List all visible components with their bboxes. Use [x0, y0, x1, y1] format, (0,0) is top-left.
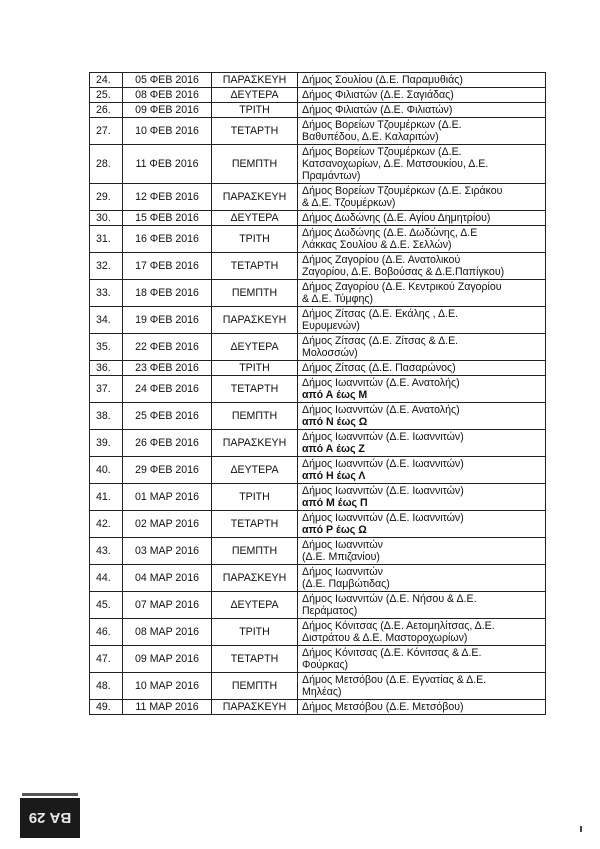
row-municipality	[298, 145, 546, 184]
row-day: ΠΕΜΠΤΗ	[212, 145, 298, 184]
row-date: 01 ΜΑΡ 2016	[123, 484, 212, 511]
municipality-line: Δήμος Φιλιατών (Δ.Ε. Σαγιάδας)	[302, 89, 454, 101]
row-day: ΠΕΜΠΤΗ	[212, 403, 298, 430]
alphabet-range: από Η έως Λ	[302, 470, 366, 482]
row-municipality	[298, 226, 546, 253]
municipality-line: (Δ.Ε. Μπιζανίου)	[302, 551, 380, 563]
row-municipality	[298, 88, 546, 103]
row-day: ΠΕΜΠΤΗ	[212, 673, 298, 700]
alphabet-range: από Ρ έως Ω	[302, 524, 367, 536]
municipality-line: Περάματος)	[302, 605, 358, 617]
row-number: 39.	[90, 430, 123, 457]
table-row	[90, 334, 546, 361]
row-day: ΤΕΤΑΡΤΗ	[212, 646, 298, 673]
row-municipality	[298, 430, 546, 457]
alphabet-range: από Α έως Ζ	[302, 443, 365, 455]
municipality-line: Δήμος Ζίτσας (Δ.Ε. Πασαρώνος)	[302, 362, 456, 374]
table-row	[90, 145, 546, 184]
row-municipality	[298, 403, 546, 430]
municipality-line: & Δ.Ε. Τύμφης)	[302, 293, 374, 305]
municipality-line: Δήμος Κόνιτσας (Δ.Ε. Κόνιτσας & Δ.Ε.	[302, 647, 482, 659]
table-row	[90, 280, 546, 307]
row-date: 24 ΦΕΒ 2016	[123, 376, 212, 403]
row-number: 43.	[90, 538, 123, 565]
row-number: 37.	[90, 376, 123, 403]
municipality-line: Δήμος Μετσόβου (Δ.Ε. Μετσόβου)	[302, 701, 464, 713]
row-number: 25.	[90, 88, 123, 103]
row-date: 08 ΜΑΡ 2016	[123, 619, 212, 646]
municipality-line: Δήμος Σουλίου (Δ.Ε. Παραμυθιάς)	[302, 74, 463, 86]
row-municipality	[298, 592, 546, 619]
municipality-line: Δήμος Ιωαννιτών (Δ.Ε. Νήσου & Δ.Ε.	[302, 593, 477, 605]
row-day: ΔΕΥΤΕΡΑ	[212, 211, 298, 226]
schedule-body	[90, 73, 546, 715]
row-number: 45.	[90, 592, 123, 619]
row-day: ΤΕΤΑΡΤΗ	[212, 511, 298, 538]
municipality-line: & Δ.Ε. Τζουμέρκων)	[302, 197, 396, 209]
row-municipality	[298, 673, 546, 700]
row-day: ΔΕΥΤΕΡΑ	[212, 88, 298, 103]
table-row	[90, 430, 546, 457]
row-number: 32.	[90, 253, 123, 280]
municipality-line: Ευρυμενών)	[302, 320, 360, 332]
row-municipality	[298, 280, 546, 307]
table-row	[90, 307, 546, 334]
row-number: 42.	[90, 511, 123, 538]
row-day: ΤΕΤΑΡΤΗ	[212, 376, 298, 403]
municipality-line: Δήμος Ιωαννιτών (Δ.Ε. Ιωαννιτών)	[302, 485, 464, 497]
municipality-line: Δήμος Δωδώνης (Δ.Ε. Αγίου Δημητρίου)	[302, 212, 491, 224]
row-day: ΤΡΙΤΗ	[212, 226, 298, 253]
municipality-line: Δήμος Δωδώνης (Δ.Ε. Δωδώνης, Δ.Ε	[302, 227, 478, 239]
alphabet-range: από Μ έως Π	[302, 497, 368, 509]
row-municipality	[298, 211, 546, 226]
municipality-line: Δήμος Ζίτσας (Δ.Ε. Εκάλης , Δ.Ε.	[302, 308, 459, 320]
alphabet-range: από Α έως Μ	[302, 389, 368, 401]
row-date: 23 ΦΕΒ 2016	[123, 361, 212, 376]
row-municipality	[298, 307, 546, 334]
row-number: 30.	[90, 211, 123, 226]
table-row	[90, 211, 546, 226]
municipality-line: Δήμος Ιωαννιτών	[302, 566, 383, 578]
row-municipality	[298, 376, 546, 403]
municipality-line: Μολοσσών)	[302, 347, 358, 359]
row-number: 33.	[90, 280, 123, 307]
schedule-table	[89, 72, 546, 715]
row-date: 09 ΦΕΒ 2016	[123, 103, 212, 118]
row-number: 47.	[90, 646, 123, 673]
municipality-line: Δήμος Φιλιατών (Δ.Ε. Φιλιατών)	[302, 104, 453, 116]
row-number: 36.	[90, 361, 123, 376]
table-row	[90, 673, 546, 700]
table-row	[90, 484, 546, 511]
row-date: 09 ΜΑΡ 2016	[123, 646, 212, 673]
table-row	[90, 103, 546, 118]
municipality-line: Διστράτου & Δ.Ε. Μαστοροχωρίων)	[302, 632, 468, 644]
row-day: ΤΡΙΤΗ	[212, 619, 298, 646]
row-date: 16 ΦΕΒ 2016	[123, 226, 212, 253]
row-date: 03 ΜΑΡ 2016	[123, 538, 212, 565]
row-date: 19 ΦΕΒ 2016	[123, 307, 212, 334]
municipality-line: Δήμος Βορείων Τζουμέρκων (Δ.Ε.	[302, 146, 462, 158]
municipality-line: Πραμάντων)	[302, 170, 361, 182]
stamp-edge	[22, 793, 78, 796]
page-stamp: ΒΑ 29	[20, 798, 80, 838]
row-date: 25 ΦΕΒ 2016	[123, 403, 212, 430]
row-date: 08 ΦΕΒ 2016	[123, 88, 212, 103]
municipality-line: Δήμος Ιωαννιτών (Δ.Ε. Ιωαννιτών)	[302, 431, 464, 443]
row-day: ΠΑΡΑΣΚΕΥΗ	[212, 430, 298, 457]
municipality-line: Δήμος Ιωαννιτών (Δ.Ε. Ανατολής)	[302, 404, 460, 416]
row-day: ΤΡΙΤΗ	[212, 361, 298, 376]
row-date: 12 ΦΕΒ 2016	[123, 184, 212, 211]
row-date: 17 ΦΕΒ 2016	[123, 253, 212, 280]
row-number: 34.	[90, 307, 123, 334]
municipality-line: Δήμος Ζίτσας (Δ.Ε. Ζίτσας & Δ.Ε.	[302, 335, 459, 347]
row-municipality	[298, 538, 546, 565]
row-day: ΠΑΡΑΣΚΕΥΗ	[212, 184, 298, 211]
row-municipality	[298, 253, 546, 280]
municipality-line: Δήμος Ιωαννιτών	[302, 539, 383, 551]
row-municipality	[298, 484, 546, 511]
row-municipality	[298, 361, 546, 376]
row-municipality	[298, 118, 546, 145]
table-row	[90, 88, 546, 103]
municipality-line: Φούρκας)	[302, 659, 349, 671]
row-day: ΤΡΙΤΗ	[212, 484, 298, 511]
municipality-line: Μηλέας)	[302, 686, 342, 698]
table-row	[90, 538, 546, 565]
row-day: ΔΕΥΤΕΡΑ	[212, 334, 298, 361]
row-date: 15 ΦΕΒ 2016	[123, 211, 212, 226]
municipality-line: Βαθυπέδου, Δ.Ε. Καλαριτών)	[302, 131, 439, 143]
municipality-line: Δήμος Μετσόβου (Δ.Ε. Εγνατίας & Δ.Ε.	[302, 674, 487, 686]
row-day: ΔΕΥΤΕΡΑ	[212, 592, 298, 619]
table-row	[90, 73, 546, 88]
row-municipality	[298, 511, 546, 538]
table-row	[90, 184, 546, 211]
municipality-line: Δήμος Κόνιτσας (Δ.Ε. Αετομηλίτσας, Δ.Ε.	[302, 620, 495, 632]
table-row	[90, 619, 546, 646]
row-date: 07 ΜΑΡ 2016	[123, 592, 212, 619]
row-day: ΠΑΡΑΣΚΕΥΗ	[212, 700, 298, 715]
row-number: 49.	[90, 700, 123, 715]
row-number: 46.	[90, 619, 123, 646]
row-day: ΠΕΜΠΤΗ	[212, 280, 298, 307]
row-number: 29.	[90, 184, 123, 211]
row-day: ΠΑΡΑΣΚΕΥΗ	[212, 307, 298, 334]
row-number: 38.	[90, 403, 123, 430]
municipality-line: Δήμος Ιωαννιτών (Δ.Ε. Ιωαννιτών)	[302, 458, 464, 470]
row-date: 05 ΦΕΒ 2016	[123, 73, 212, 88]
row-date: 10 ΦΕΒ 2016	[123, 118, 212, 145]
row-date: 11 ΦΕΒ 2016	[123, 145, 212, 184]
row-municipality	[298, 700, 546, 715]
row-municipality	[298, 457, 546, 484]
row-number: 41.	[90, 484, 123, 511]
table-row	[90, 361, 546, 376]
row-date: 29 ΦΕΒ 2016	[123, 457, 212, 484]
table-row	[90, 118, 546, 145]
row-day: ΔΕΥΤΕΡΑ	[212, 457, 298, 484]
row-day: ΤΕΤΑΡΤΗ	[212, 253, 298, 280]
margin-mark	[580, 826, 582, 832]
municipality-line: Δήμος Ζαγορίου (Δ.Ε. Ανατολικού	[302, 254, 461, 266]
row-day: ΠΕΜΠΤΗ	[212, 538, 298, 565]
row-day: ΠΑΡΑΣΚΕΥΗ	[212, 73, 298, 88]
row-municipality	[298, 619, 546, 646]
row-municipality	[298, 184, 546, 211]
municipality-line: Δήμος Ιωαννιτών (Δ.Ε. Ιωαννιτών)	[302, 512, 464, 524]
table-row	[90, 565, 546, 592]
row-number: 35.	[90, 334, 123, 361]
table-row	[90, 376, 546, 403]
table-row	[90, 511, 546, 538]
row-day: ΠΑΡΑΣΚΕΥΗ	[212, 565, 298, 592]
row-day: ΤΡΙΤΗ	[212, 103, 298, 118]
municipality-line: Λάκκας Σουλίου & Δ.Ε. Σελλών)	[302, 239, 452, 251]
table-row	[90, 457, 546, 484]
row-municipality	[298, 646, 546, 673]
table-row	[90, 700, 546, 715]
row-number: 31.	[90, 226, 123, 253]
municipality-line: (Δ.Ε. Παμβώτιδας)	[302, 578, 390, 590]
table-row	[90, 226, 546, 253]
row-number: 24.	[90, 73, 123, 88]
row-date: 10 ΜΑΡ 2016	[123, 673, 212, 700]
row-number: 48.	[90, 673, 123, 700]
table-row	[90, 592, 546, 619]
alphabet-range: από Ν έως Ω	[302, 416, 368, 428]
row-number: 40.	[90, 457, 123, 484]
municipality-line: Δήμος Ιωαννιτών (Δ.Ε. Ανατολής)	[302, 377, 460, 389]
table-row	[90, 403, 546, 430]
row-number: 26.	[90, 103, 123, 118]
row-municipality	[298, 334, 546, 361]
row-date: 22 ΦΕΒ 2016	[123, 334, 212, 361]
row-municipality	[298, 103, 546, 118]
municipality-line: Δήμος Βορείων Τζουμέρκων (Δ.Ε. Σιράκου	[302, 185, 503, 197]
table-row	[90, 646, 546, 673]
row-date: 18 ΦΕΒ 2016	[123, 280, 212, 307]
row-municipality	[298, 73, 546, 88]
row-date: 26 ΦΕΒ 2016	[123, 430, 212, 457]
municipality-line: Κατσανοχωρίων, Δ.Ε. Ματσουκίου, Δ.Ε.	[302, 158, 489, 170]
row-municipality	[298, 565, 546, 592]
municipality-line: Δήμος Βορείων Τζουμέρκων (Δ.Ε.	[302, 119, 462, 131]
municipality-line: Ζαγορίου, Δ.Ε. Βοβούσας & Δ.Ε.Παπίγκου)	[302, 266, 505, 278]
row-number: 28.	[90, 145, 123, 184]
row-date: 11 ΜΑΡ 2016	[123, 700, 212, 715]
row-date: 04 ΜΑΡ 2016	[123, 565, 212, 592]
row-number: 27.	[90, 118, 123, 145]
row-date: 02 ΜΑΡ 2016	[123, 511, 212, 538]
row-day: ΤΕΤΑΡΤΗ	[212, 118, 298, 145]
municipality-line: Δήμος Ζαγορίου (Δ.Ε. Κεντρικού Ζαγορίου	[302, 281, 502, 293]
row-number: 44.	[90, 565, 123, 592]
table-row	[90, 253, 546, 280]
